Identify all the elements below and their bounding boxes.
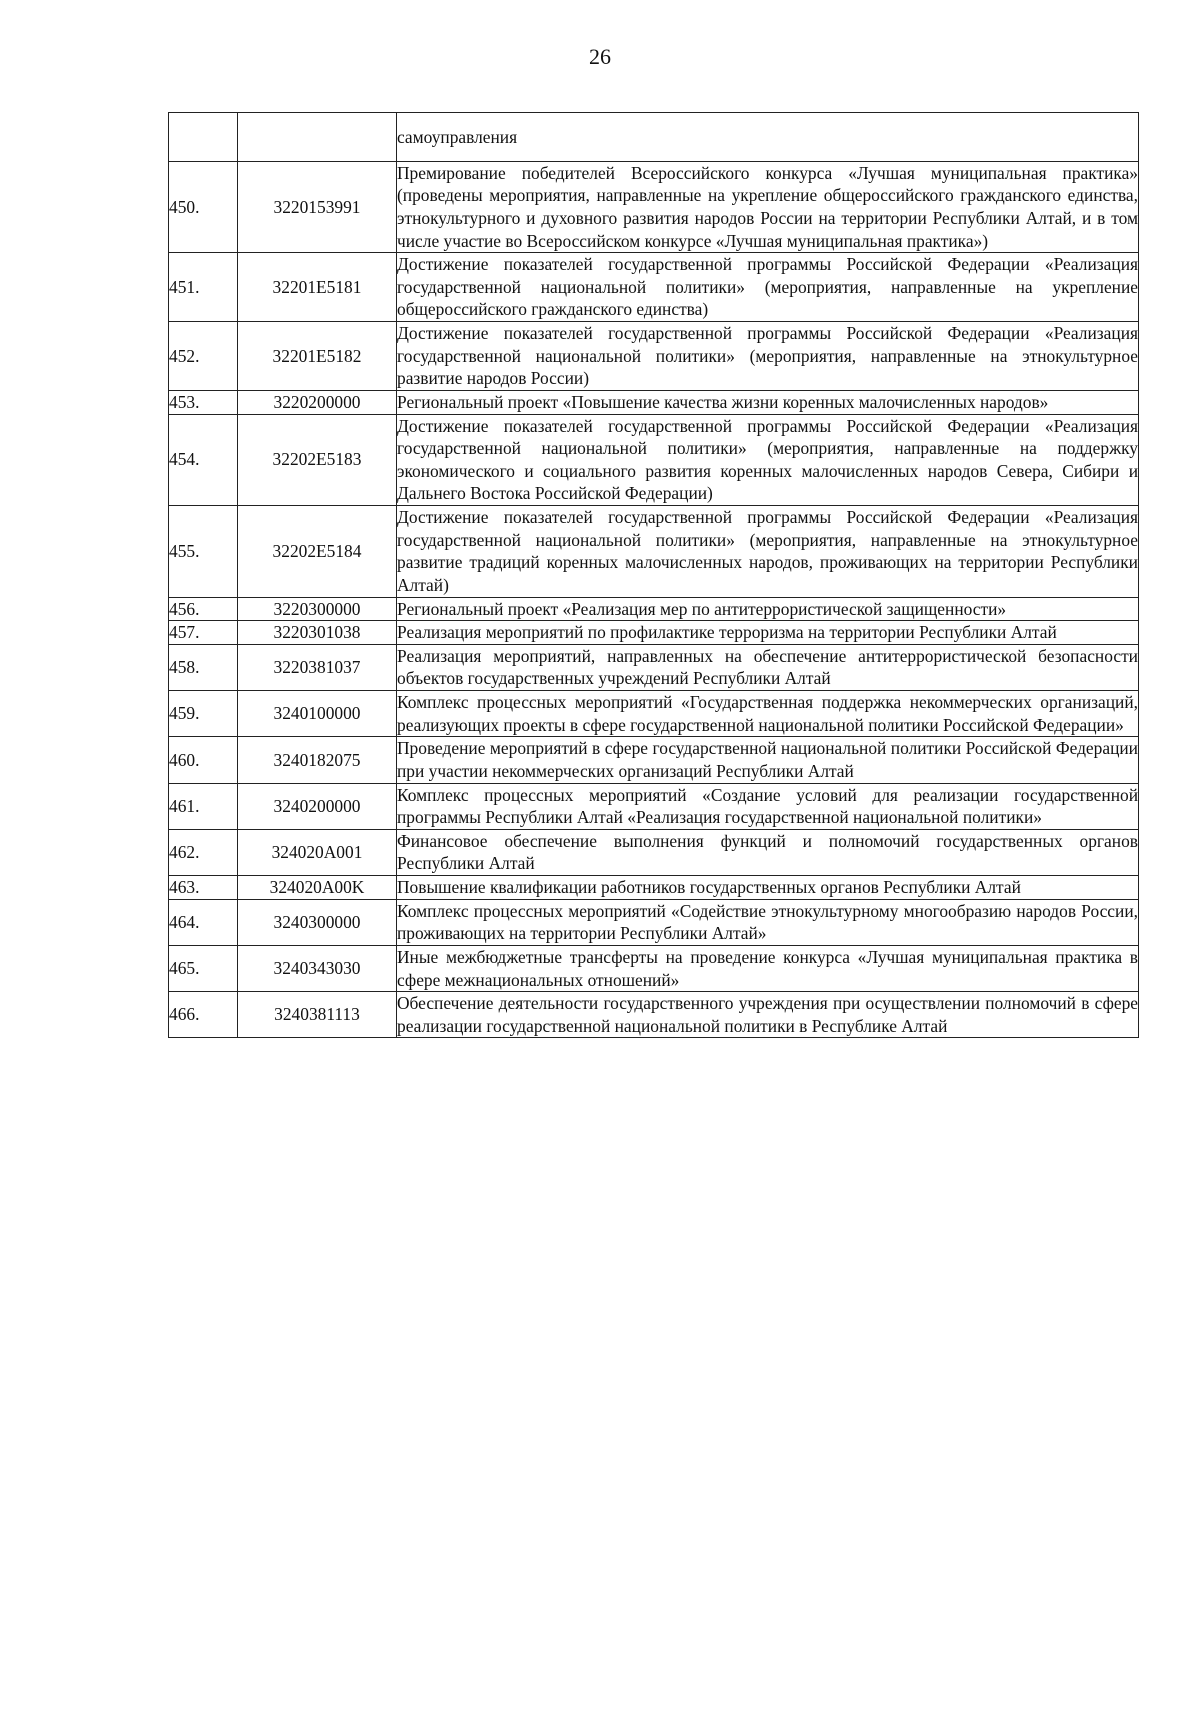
row-code-cell: 3240343030 <box>238 945 397 991</box>
row-description-cell: Достижение показателей государственной программы Российской Федерации «Реализация государственной национальной политики» (мероприятия, направленные на этнокультурное развитие народов России) <box>397 322 1139 391</box>
row-description-cell: Проведение мероприятий в сфере государственной национальной политики Российской Федерации при участии некоммерческих организаций Республики Алтай <box>397 737 1139 783</box>
row-description-cell: Комплекс процессных мероприятий «Создание условий для реализации государственной программы Республики Алтай «Реализация государственной национальной политики» <box>397 783 1139 829</box>
table-row <box>169 945 1139 991</box>
table-row <box>169 737 1139 783</box>
table-row <box>169 783 1139 829</box>
row-code-cell: 3240182075 <box>238 737 397 783</box>
row-description-cell: Повышение квалификации работников государственных органов Республики Алтай <box>397 876 1139 900</box>
row-description-cell: Достижение показателей государственной программы Российской Федерации «Реализация государственной национальной политики» (мероприятия, направленные на этнокультурное развитие традиций коренных малочисленных народов, проживающих на территории Республики Алтай) <box>397 506 1139 598</box>
row-number-cell: 450. <box>169 161 238 253</box>
row-description-cell: Региональный проект «Повышение качества жизни коренных малочисленных народов» <box>397 390 1139 414</box>
row-description-cell: самоуправления <box>397 113 1139 162</box>
table-row <box>169 414 1139 506</box>
row-description-cell: Реализация мероприятий, направленных на обеспечение антитеррористической безопасности объектов государственных учреждений Республики Алтай <box>397 644 1139 690</box>
row-number-cell: 454. <box>169 414 238 506</box>
table-row <box>169 161 1139 253</box>
row-number-cell: 452. <box>169 322 238 391</box>
row-description-cell: Финансовое обеспечение выполнения функций и полномочий государственных органов Республики Алтай <box>397 829 1139 875</box>
row-code-cell: 3240300000 <box>238 899 397 945</box>
table-row <box>169 992 1139 1038</box>
table-body <box>169 113 1139 1038</box>
row-code-cell: 3240200000 <box>238 783 397 829</box>
table-row-continuation <box>169 113 1139 162</box>
row-number-cell: 455. <box>169 506 238 598</box>
row-code-cell: 32201E5181 <box>238 253 397 322</box>
row-description-cell: Премирование победителей Всероссийского конкурса «Лучшая муниципальная практика» (проведены мероприятия, направленные на укрепление общероссийского гражданского единства, этнокультурного и духовного развития народов России на территории Республики Алтай, и в том числе участие во Всероссийском конкурсе «Лучшая муниципальная практика») <box>397 161 1139 253</box>
row-code-cell: 3240381113 <box>238 992 397 1038</box>
row-description-cell: Комплекс процессных мероприятий «Содействие этнокультурному многообразию народов России, проживающих на территории Республики Алтай» <box>397 899 1139 945</box>
row-code-cell <box>238 113 397 162</box>
row-number-cell: 462. <box>169 829 238 875</box>
row-number-cell: 461. <box>169 783 238 829</box>
row-description-cell: Иные межбюджетные трансферты на проведение конкурса «Лучшая муниципальная практика в сфере межнациональных отношений» <box>397 945 1139 991</box>
table-row <box>169 390 1139 414</box>
table-row <box>169 829 1139 875</box>
row-code-cell: 3220381037 <box>238 644 397 690</box>
row-number-cell: 464. <box>169 899 238 945</box>
row-number-cell: 463. <box>169 876 238 900</box>
table-row <box>169 621 1139 645</box>
row-number-cell: 458. <box>169 644 238 690</box>
table-row <box>169 597 1139 621</box>
row-number-cell: 465. <box>169 945 238 991</box>
row-code-cell: 3220153991 <box>238 161 397 253</box>
row-code-cell: 3240100000 <box>238 691 397 737</box>
row-code-cell: 324020A001 <box>238 829 397 875</box>
table-row <box>169 253 1139 322</box>
table-row <box>169 899 1139 945</box>
row-description-cell: Реализация мероприятий по профилактике терроризма на территории Республики Алтай <box>397 621 1139 645</box>
row-code-cell: 32201E5182 <box>238 322 397 391</box>
row-number-cell: 459. <box>169 691 238 737</box>
row-code-cell: 32202E5183 <box>238 414 397 506</box>
row-number-cell: 456. <box>169 597 238 621</box>
row-number-cell: 460. <box>169 737 238 783</box>
row-number-cell: 453. <box>169 390 238 414</box>
page-number: 26 <box>589 44 611 69</box>
row-description-cell: Обеспечение деятельности государственного учреждения при осуществлении полномочий в сфере реализации государственной национальной политики в Республике Алтай <box>397 992 1139 1038</box>
row-description-cell: Достижение показателей государственной программы Российской Федерации «Реализация государственной национальной политики» (мероприятия, направленные на поддержку экономического и социального развития коренных малочисленных народов Севера, Сибири и Дальнего Востока Российской Федерации) <box>397 414 1139 506</box>
row-description-cell: Достижение показателей государственной программы Российской Федерации «Реализация государственной национальной политики» (мероприятия, направленные на укрепление общероссийского гражданского единства) <box>397 253 1139 322</box>
row-number-cell <box>169 113 238 162</box>
table-row <box>169 322 1139 391</box>
table-row <box>169 691 1139 737</box>
row-description-cell: Комплекс процессных мероприятий «Государственная поддержка некоммерческих организаций, реализующих проекты в сфере государственной национальной политики Российской Федерации» <box>397 691 1139 737</box>
budget-classification-table <box>168 112 1139 1038</box>
table-row <box>169 876 1139 900</box>
row-code-cell: 3220301038 <box>238 621 397 645</box>
row-code-cell: 3220200000 <box>238 390 397 414</box>
row-description-cell: Региональный проект «Реализация мер по антитеррористической защищенности» <box>397 597 1139 621</box>
row-number-cell: 457. <box>169 621 238 645</box>
row-code-cell: 324020A00K <box>238 876 397 900</box>
table-row <box>169 644 1139 690</box>
row-number-cell: 466. <box>169 992 238 1038</box>
row-code-cell: 32202E5184 <box>238 506 397 598</box>
table-row <box>169 506 1139 598</box>
row-number-cell: 451. <box>169 253 238 322</box>
row-code-cell: 3220300000 <box>238 597 397 621</box>
